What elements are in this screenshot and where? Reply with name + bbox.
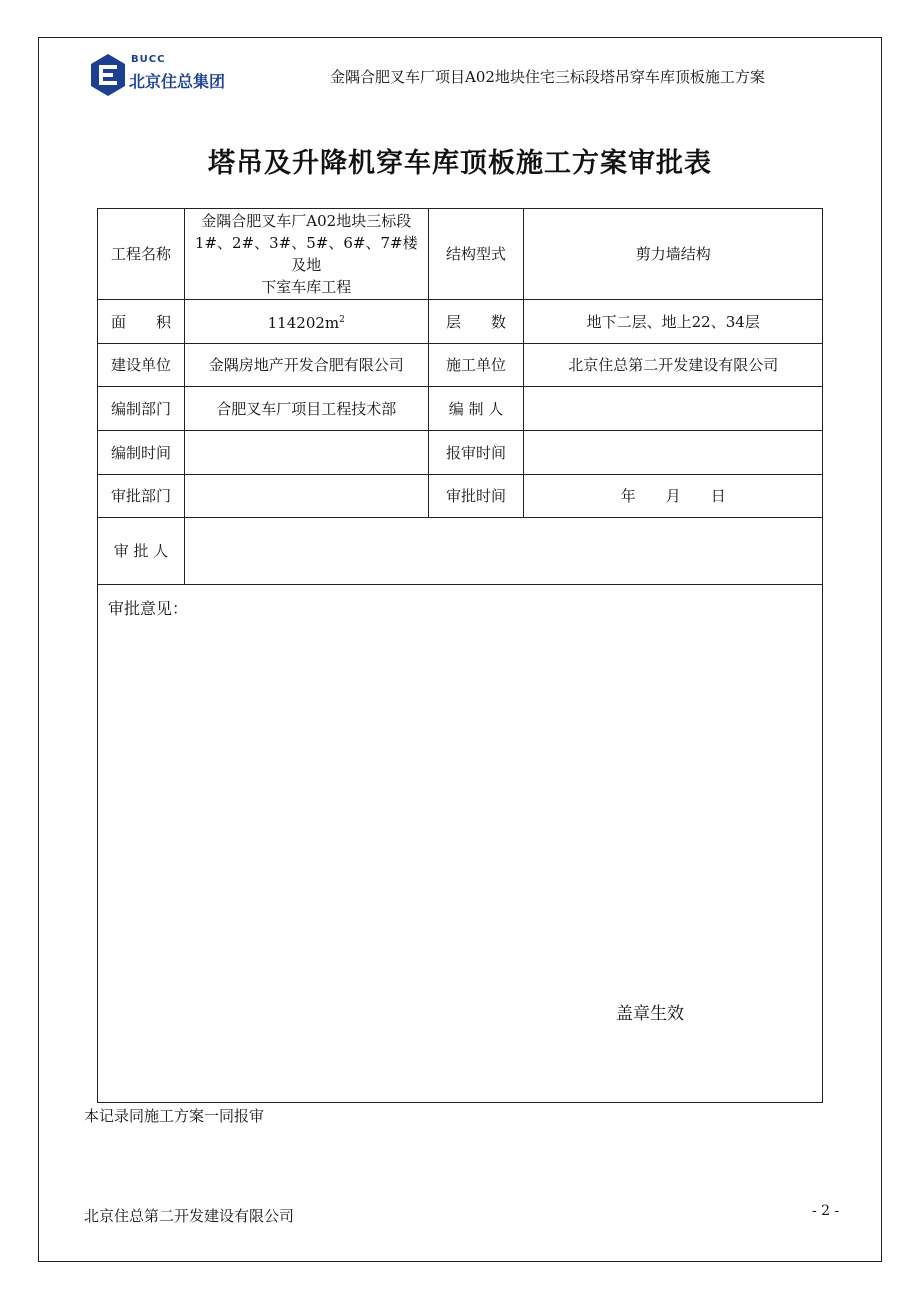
project-name-line: 1#、2#、3#、5#、6#、7#楼及地: [194, 234, 418, 274]
author-label: 编 制 人: [428, 387, 524, 431]
submission-note: 本记录同施工方案一同报审: [84, 1107, 265, 1125]
floors-value: 地下二层、地上22、34层: [524, 300, 823, 344]
approval-dept-label: 审批部门: [98, 475, 185, 518]
logo-emblem-icon: [90, 53, 126, 97]
opinion-label: 审批意见：: [108, 599, 189, 618]
approval-time-label: 审批时间: [428, 475, 524, 518]
author-field[interactable]: [524, 387, 823, 431]
approval-opinion-box[interactable]: [97, 584, 823, 1103]
area-value: [184, 300, 428, 344]
area-unit-superscript: 2: [339, 315, 345, 325]
contractor-value: 北京住总第二开发建设有限公司: [524, 344, 823, 387]
row-approval: [98, 475, 823, 518]
project-name-line: 下室车库工程: [261, 278, 352, 296]
structure-label: 结构型式: [428, 209, 524, 300]
project-name-label: 工程名称: [98, 209, 185, 300]
row-approver: [98, 518, 823, 585]
submit-time-label: 报审时间: [428, 431, 524, 475]
footer-company: 北京住总第二开发建设有限公司: [84, 1207, 295, 1225]
submit-time-field[interactable]: [524, 431, 823, 475]
project-name-line: 金隅合肥叉车厂A02地块三标段: [201, 212, 412, 230]
seal-note: 盖章生效: [616, 1004, 684, 1024]
header-document-title: 金隅合肥叉车厂项目A02地块住宅三标段塔吊穿车库顶板施工方案: [330, 68, 765, 86]
page-number: - 2 -: [812, 1203, 840, 1219]
row-project-name: [98, 209, 823, 300]
approver-label: 审 批 人: [98, 518, 185, 585]
owner-value: 金隅房地产开发合肥有限公司: [184, 344, 428, 387]
row-dept: [98, 387, 823, 431]
project-name-value: [184, 209, 428, 300]
owner-label: 建设单位: [98, 344, 185, 387]
contractor-label: 施工单位: [428, 344, 524, 387]
row-area: [98, 300, 823, 344]
dept-label: 编制部门: [98, 387, 185, 431]
dept-value: 合肥叉车厂项目工程技术部: [184, 387, 428, 431]
approval-time-field[interactable]: 年 月 日: [524, 475, 823, 518]
area-number: 114202m: [267, 314, 340, 332]
approver-field[interactable]: [184, 518, 822, 585]
row-time: [98, 431, 823, 475]
floors-label: 层 数: [428, 300, 524, 344]
page-title: 塔吊及升降机穿车库顶板施工方案审批表: [208, 148, 712, 179]
row-owner: [98, 344, 823, 387]
area-label: 面 积: [98, 300, 185, 344]
compile-time-field[interactable]: [184, 431, 428, 475]
logo-text-cn: 北京住总集团: [129, 72, 226, 91]
structure-value: 剪力墙结构: [524, 209, 823, 300]
company-logo: [90, 53, 240, 101]
compile-time-label: 编制时间: [98, 431, 185, 475]
approval-form-table: [97, 208, 823, 585]
logo-text-en: BUCC: [131, 54, 166, 65]
approval-dept-field[interactable]: [184, 475, 428, 518]
